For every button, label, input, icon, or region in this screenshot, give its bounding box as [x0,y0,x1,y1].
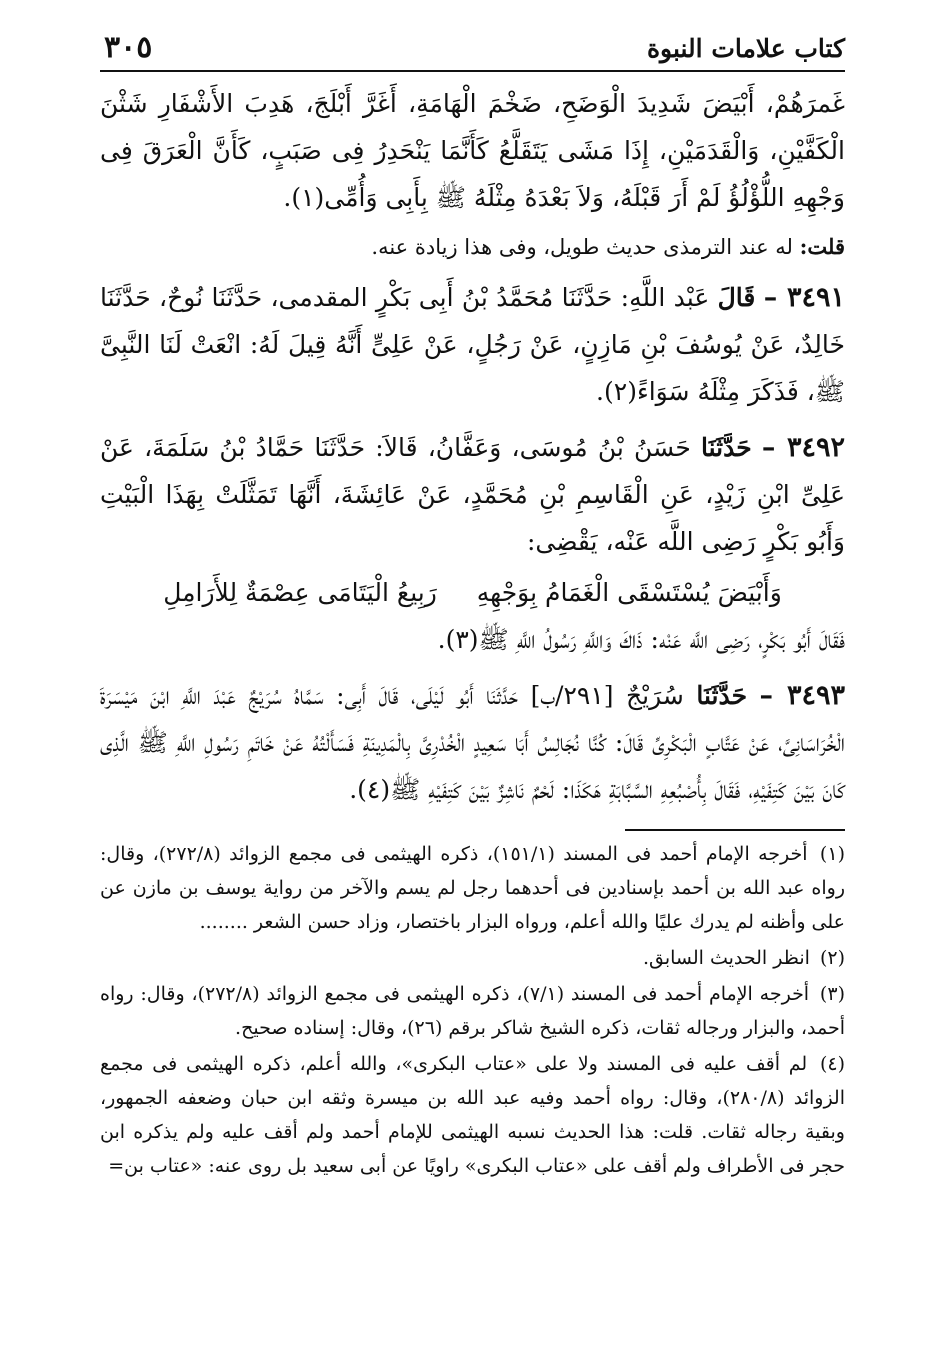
footnote [100,977,845,1045]
footnote-text: أخرجه الإمام أحمد فى المسند (٧/١)، ذكره الهيثمى فى مجمع الزوائد (٢٧٢/٨)، وقال: رواه أحمد، والبزار ورجاله ثقات، ذكره الشيخ شاكر برقم (٢٦)، وقال: إسناده صحيح. [100,983,845,1039]
footnote [100,941,845,975]
note-label: قلت: [799,234,845,259]
hadith-number: ٣٤٩١ – [763,282,845,313]
hadith-lead: حَدَّثَنَا [700,433,752,462]
footnote [100,837,845,939]
hadith-text: عَبْد اللَّهِ: حَدَّثَنَا مُحَمَّدُ بْنُ أَبِى بَكْرٍ المقدمى، حَدَّثَنَا نُوحٌ، حَدَّثَنَا خَالِدٌ، عَنْ يُوسُفَ بْنِ مَازِنٍ، عَنْ رَجُلٍ، عَنْ عَلِىٍّ أَنَّهُ قِيلَ لَهُ: انْعَتْ لَنَا النَّبِىَّ ﷺ، فَذَكَرَ مِثْلَهُ سَوَاءً(٢). [100,283,845,406]
hadith-lead: قَالَ [717,283,756,312]
footnote-number: (٤) [819,1053,845,1075]
footnote-text: انظر الحديث السابق. [642,947,810,969]
footnotes [100,837,845,1183]
poem-hemistich-2: رَبِيعُ الْيَتَامَى عِصْمَةٌ لِلأَرَامِلِ [163,578,437,607]
page-number: ٣٠٥ [104,30,153,65]
note-text: له عند الترمذى حديث طويل، وفى هذا زيادة عنه. [371,235,793,259]
hadith-3492 [100,424,845,565]
main-text [100,80,845,813]
hadith-3492-conclusion: فَقَالَ أَبُو بَكْرٍ، رَضِى اللَّه عَنْه: ذَاكَ وَاللَّهِ رَسُولُ اللَّهِ ﷺ(٣). [437,625,845,654]
hadith-text: حَسَنُ بْنُ مُوسَى، وَعَفَّانُ، قَالاَ: حَدَّثَنَا حَمَّادُ بْنُ سَلَمَةَ، عَنْ عَلِىِّ ابْنِ زَيْدٍ، عَنِ الْقَاسِمِ بْنِ مُحَمَّدٍ، عَنْ عَائِشَةَ، أَنَّهَا تَمَثَّلَتْ بِهَذَا الْبَيْتِ وَأَبُو بَكْرٍ رَضِى اللَّه عَنْه، يَقْضِى: [100,433,845,556]
paragraph-continuation: غَمرَهُمْ، أَبْيَضَ شَدِيدَ الْوَضَحِ، ضَخْمَ الْهَامَةِ، أَغَرَّ أَبْلَجَ، هَدِبَ الأَشْفَارِ شَثْنَ الْكَفَّيْنِ، وَالْقَدَمَيْنِ، إِذَا مَشَى يَتَقَلَّعُ كَأَنَّمَا يَنْحَدِرُ فِى صَبَبٍ، كَأَنَّ الْعَرَقَ فِى وَجْهِهِ اللُّؤْلُؤُ لَمْ أَرَ قَبْلَهُ، وَلاَ بَعْدَهُ مِثْلَهُ ﷺ بِأَبِى وَأُمِّى(١). [100,89,845,212]
hadith-lead: حَدَّثَنَا [696,681,748,710]
hadith-number: ٣٤٩٢ – [761,432,845,463]
hadith-3491 [100,274,845,415]
page-header [100,30,845,72]
book-title: كتاب علامات النبوة [646,34,845,63]
footnote [100,1047,845,1183]
book-page [100,30,845,1340]
footnote-number: (٢) [819,947,845,969]
footnote-text: أخرجه الإمام أحمد فى المسند (١٥١/١)، ذكره الهيثمى فى مجمع الزوائد (٢٧٢/٨)، وقال: رواه عبد الله بن أحمد بإسنادين فى أحدهما رجل لم يسم والآخر من رواية يوسف بن مازن عن على وأظنه لم يدرك عليًا والله أعلم، ورواه البزار باختصار، وزاد حسن الشعر ........ [100,843,845,933]
poem-hemistich-1: وَأَبْيَضَ يُسْتَسْقَى الْغَمَامُ بِوَجْهِهِ [476,578,782,607]
footnote-number: (٣) [819,983,845,1005]
footnote-number: (١) [819,843,845,865]
footnote-divider [625,829,845,831]
footnote-text: لم أقف عليه فى المسند ولا على «عتاب البكرى»، والله أعلم، ذكره الهيثمى فى مجمع الزوائد (٢٨٠/٨)، وقال: رواه أحمد وفيه عبد الله بن ميسرة وثقه ابن حبان وضعفه الجمهور، وبقية رجاله ثقات. قلت: هذا الحديث نسبه الهيثمى للإمام أحمد ولم أقف عليه ولم يذكره ابن حجر فى الأطراف ولم أقف على «عتاب البكرى» راويًا عن أبى سعيد بل روى عنه: «عتاب بن= [100,1053,845,1177]
poem-verse [100,569,845,616]
hadith-number: ٣٤٩٣ – [759,680,846,711]
author-note [100,230,845,264]
hadith-3493 [100,672,845,813]
hadith-text: سُرَيْجٌ [٢٩١/ب] حَدَّثَنَا أَبُو لَيْلَى، قَالَ أَبِى: سَمَّاهُ سُرَيْجٌ عَبْدَ اللَّهِ ابْنَ مَيْسَرَةَ الْخُرَاسَانِىَّ، عَنْ عَتَّابٍ الْبَكْرِىِّ قَالَ: كُنَّا نُجَالِسُ أَبَا سَعِيدٍ الْخُدْرِىَّ بِالْمَدِينَةِ فَسَأَلْتُهُ عَنْ خَاتَمِ رَسُولِ اللَّهِ ﷺ الَّذِى كَانَ بَيْنَ كَتِفَيْهِ، فَقَالَ بِأُصْبُعِهِ السَّبَّابَةِ هَكَذَا: لَحْمٌ نَاشِزٌ بَيْنَ كَتِفَيْهِ ﷺ(٤). [100,681,845,804]
